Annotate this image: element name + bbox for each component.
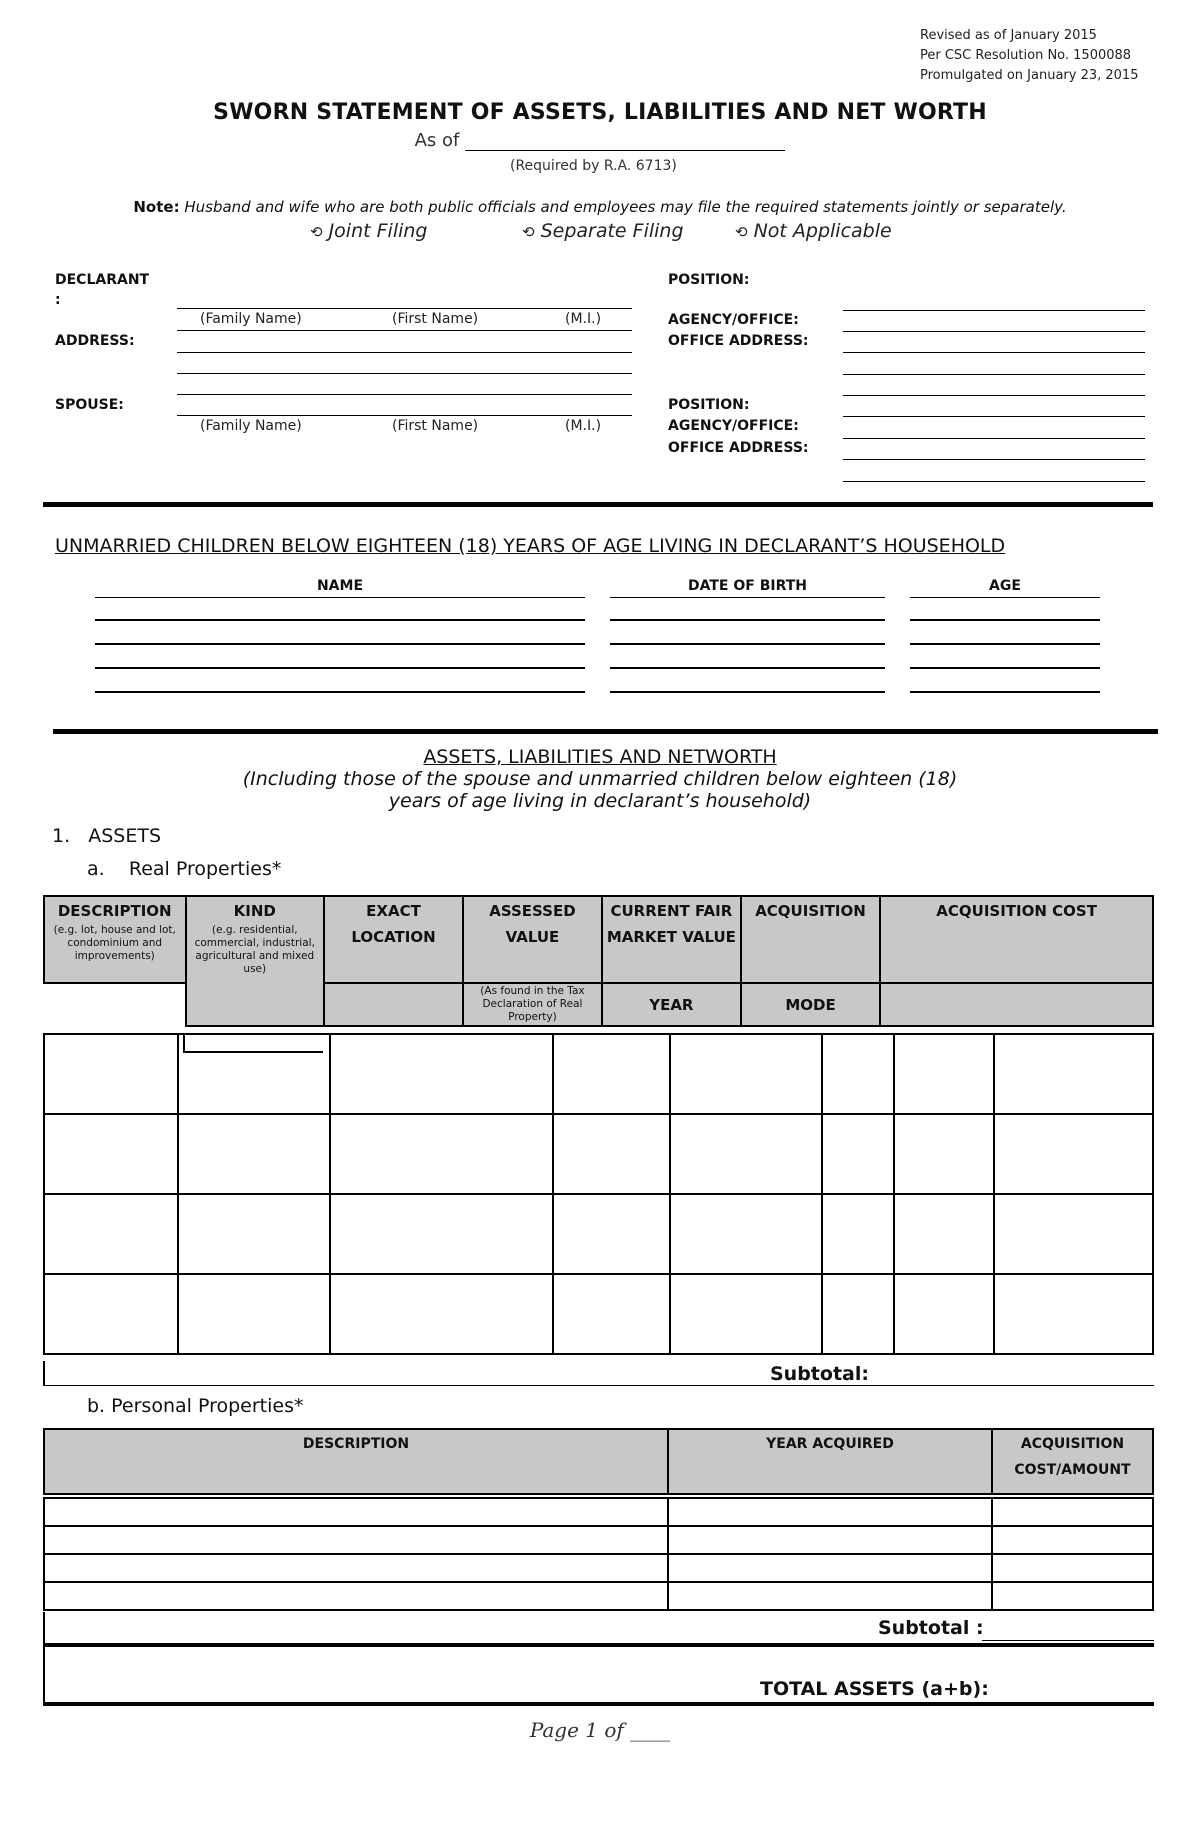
grid-cell[interactable] xyxy=(992,1554,1153,1582)
grid-cell[interactable] xyxy=(894,1114,994,1194)
grid-cell[interactable] xyxy=(668,1582,992,1610)
revised-date: Revised as of January 2015 xyxy=(920,28,1097,43)
child-name-field[interactable] xyxy=(95,643,585,645)
child-name-field[interactable] xyxy=(95,667,585,669)
col-exact-location-sub xyxy=(324,983,463,1026)
child-name-field[interactable] xyxy=(95,619,585,621)
grid-cell[interactable] xyxy=(553,1274,670,1354)
grid-cell[interactable] xyxy=(44,1582,668,1610)
grid-cell[interactable] xyxy=(670,1034,822,1114)
grid-cell[interactable] xyxy=(670,1114,822,1194)
grid-cell[interactable] xyxy=(894,1034,994,1114)
promulgated-date: Promulgated on January 23, 2015 xyxy=(920,68,1139,83)
totals-left-edge xyxy=(43,1612,45,1702)
col-current-fmv: CURRENT FAIR MARKET VALUE xyxy=(602,896,741,983)
col-mode: MODE xyxy=(741,983,880,1026)
grid-cell[interactable] xyxy=(992,1582,1153,1610)
revision-info xyxy=(920,26,1138,86)
child-age-field[interactable] xyxy=(910,643,1100,645)
kind-cell-bracket xyxy=(183,1033,323,1053)
personal-properties-heading: b. Personal Properties* xyxy=(87,1395,304,1417)
pp-col-description: DESCRIPTION xyxy=(44,1429,668,1494)
col-acquisition-cost-sub xyxy=(880,983,1153,1026)
filing-option-joint[interactable] xyxy=(310,220,427,242)
grid-cell[interactable] xyxy=(553,1114,670,1194)
pp-col-acquisition-cost xyxy=(992,1429,1153,1494)
grid-cell[interactable] xyxy=(992,1498,1153,1526)
grid-cell[interactable] xyxy=(822,1274,894,1354)
child-dob-field[interactable] xyxy=(610,667,885,669)
as-of-row xyxy=(0,130,1200,151)
col-kind-note: (e.g. residential, commercial, industrial, agricultural and mixed use) xyxy=(194,924,315,975)
grid-cell[interactable] xyxy=(178,1194,330,1274)
filing-option-separate[interactable] xyxy=(522,220,684,242)
real-properties-header xyxy=(43,895,1154,1027)
grid-cell[interactable] xyxy=(44,1034,178,1114)
address-field-2[interactable] xyxy=(177,373,632,374)
personal-properties-header xyxy=(43,1428,1154,1495)
required-by: (Required by R.A. 6713) xyxy=(510,158,677,174)
declarant-first-name-caption: (First Name) xyxy=(392,311,479,327)
col-year: YEAR xyxy=(602,983,741,1026)
as-of-date-field[interactable] xyxy=(465,130,785,151)
pp-col-year-acquired: YEAR ACQUIRED xyxy=(668,1429,992,1494)
personal-subtotal-label: Subtotal : xyxy=(878,1617,984,1639)
alnw-subtitle-1: (Including those of the spouse and unmarried children below eighteen (18) xyxy=(242,768,958,790)
header-blank xyxy=(44,983,186,1026)
children-header-underline xyxy=(910,597,1100,598)
spouse-mi-caption: (M.I.) xyxy=(565,418,602,434)
declarant-name-field[interactable] xyxy=(177,308,632,309)
declarant-agency-label: AGENCY/OFFICE: xyxy=(668,312,799,328)
child-age-field[interactable] xyxy=(910,667,1100,669)
section-divider xyxy=(43,502,1153,507)
grid-cell[interactable] xyxy=(178,1274,330,1354)
grid-cell[interactable] xyxy=(992,1526,1153,1554)
child-name-field[interactable] xyxy=(95,691,585,693)
child-age-field[interactable] xyxy=(910,691,1100,693)
col-acquisition-cost: ACQUISITION COST xyxy=(880,896,1153,983)
child-dob-field[interactable] xyxy=(610,691,885,693)
child-age-field[interactable] xyxy=(910,619,1100,621)
subtotal-underline xyxy=(43,1385,1154,1386)
grid-cell[interactable] xyxy=(44,1274,178,1354)
pp-col-acquisition-cost-line-1: ACQUISITION xyxy=(1020,1436,1125,1452)
grid-cell[interactable] xyxy=(44,1526,668,1554)
col-description-label: DESCRIPTION xyxy=(57,902,172,920)
alnw-subtitle-2: years of age living in declarant’s household) xyxy=(388,790,812,812)
grid-cell[interactable] xyxy=(994,1114,1153,1194)
assessed-note: (As found in the Tax Declaration of Real Property) xyxy=(480,985,585,1023)
csc-resolution: Per CSC Resolution No. 1500088 xyxy=(920,48,1132,63)
grid-cell[interactable] xyxy=(670,1274,822,1354)
alnw-title: ASSETS, LIABILITIES AND NETWORTH xyxy=(423,746,777,768)
grid-cell[interactable] xyxy=(668,1554,992,1582)
col-description xyxy=(44,896,186,983)
grid-cell[interactable] xyxy=(994,1274,1153,1354)
declarant-position-field[interactable] xyxy=(843,310,1145,311)
spouse-family-name-caption: (Family Name) xyxy=(200,418,302,434)
grid-cell[interactable] xyxy=(670,1194,822,1274)
child-dob-field[interactable] xyxy=(610,643,885,645)
total-assets-rule xyxy=(43,1702,1154,1706)
address-field-1[interactable] xyxy=(177,352,632,353)
grid-cell[interactable] xyxy=(553,1034,670,1114)
personal-subtotal-field[interactable] xyxy=(982,1640,1154,1641)
declarant-family-name-caption: (Family Name) xyxy=(200,311,302,327)
grid-cell[interactable] xyxy=(894,1194,994,1274)
address-field-3[interactable] xyxy=(177,394,632,395)
real-properties-heading: a. Real Properties* xyxy=(87,858,282,880)
grid-cell[interactable] xyxy=(822,1034,894,1114)
address-label: ADDRESS: xyxy=(55,333,135,349)
grid-cell[interactable] xyxy=(822,1194,894,1274)
subtotal-left-edge xyxy=(43,1361,45,1385)
grid-cell[interactable] xyxy=(668,1498,992,1526)
radio-refresh-icon: ⟲ xyxy=(735,223,748,241)
pp-col-acquisition-cost-line-2: COST/AMOUNT xyxy=(1014,1462,1131,1478)
radio-refresh-icon: ⟲ xyxy=(310,223,323,241)
spouse-label: SPOUSE: xyxy=(55,397,124,413)
grid-cell[interactable] xyxy=(894,1274,994,1354)
grid-cell[interactable] xyxy=(668,1526,992,1554)
grid-cell[interactable] xyxy=(994,1034,1153,1114)
col-description-note: (e.g. lot, house and lot, condominium and improvements) xyxy=(53,924,176,962)
children-section-title: UNMARRIED CHILDREN BELOW EIGHTEEN (18) YEARS OF AGE LIVING IN DECLARANT’S HOUSEHOLD xyxy=(55,535,1006,557)
note-label: Note: xyxy=(133,198,180,216)
col-exact-location: EXACT LOCATION xyxy=(324,896,463,983)
grid-cell[interactable] xyxy=(330,1114,553,1194)
spouse-position-label: POSITION: xyxy=(668,397,750,413)
grid-cell[interactable] xyxy=(44,1194,178,1274)
form-title: SWORN STATEMENT OF ASSETS, LIABILITIES AND NET WORTH xyxy=(213,100,987,125)
radio-refresh-icon: ⟲ xyxy=(522,223,535,241)
spouse-office-address-label: OFFICE ADDRESS: xyxy=(668,440,809,456)
col-acquisition: ACQUISITION xyxy=(741,896,880,983)
grid-cell[interactable] xyxy=(330,1274,553,1354)
page-number: Page 1 of ____ xyxy=(529,1718,671,1742)
child-dob-field[interactable] xyxy=(610,619,885,621)
declarant-agency-field[interactable] xyxy=(843,331,1145,332)
filing-option-not-applicable[interactable] xyxy=(735,220,892,242)
declarant-label: DECLARANT xyxy=(55,272,150,288)
real-subtotal-label: Subtotal: xyxy=(770,1363,869,1385)
declarant-position-label: POSITION: xyxy=(668,272,750,288)
spouse-office-address-field-2[interactable] xyxy=(843,481,1145,482)
declarant-office-address-field-1[interactable] xyxy=(843,352,1145,353)
note-text: Husband and wife who are both public officials and employees may file the required statements jointly or separately. xyxy=(184,198,1067,216)
spouse-agency-field[interactable] xyxy=(843,438,1145,439)
grid-cell[interactable] xyxy=(330,1194,553,1274)
declarant-colon: : xyxy=(55,292,61,308)
grid-cell[interactable] xyxy=(994,1194,1153,1274)
col-kind xyxy=(186,896,325,1026)
children-col-name: NAME xyxy=(316,578,364,594)
grid-cell[interactable] xyxy=(44,1498,668,1526)
children-header-underline xyxy=(610,597,885,598)
spouse-name-field[interactable] xyxy=(177,415,632,416)
spouse-office-address-field-1[interactable] xyxy=(843,459,1145,460)
filing-option-label: Not Applicable xyxy=(753,220,892,242)
personal-properties-grid xyxy=(43,1497,1154,1611)
total-assets-label: TOTAL ASSETS (a+b): xyxy=(760,1678,989,1700)
col-kind-label: KIND xyxy=(233,902,276,920)
subtotal-rule xyxy=(43,1643,1154,1647)
declarant-office-address-field-2[interactable] xyxy=(843,374,1145,375)
col-assessed-value: ASSESSED VALUE xyxy=(463,896,602,983)
col-assessed-note xyxy=(463,983,602,1026)
children-col-age: AGE xyxy=(989,578,1021,594)
declarant-mi-caption: (M.I.) xyxy=(565,311,602,327)
grid-cell[interactable] xyxy=(44,1554,668,1582)
grid-cell[interactable] xyxy=(553,1194,670,1274)
filing-option-label: Separate Filing xyxy=(540,220,684,242)
grid-cell[interactable] xyxy=(822,1114,894,1194)
grid-cell[interactable] xyxy=(178,1114,330,1194)
declarant-office-address-field-3[interactable] xyxy=(843,395,1145,396)
as-of-label: As of xyxy=(414,130,460,151)
spouse-first-name-caption: (First Name) xyxy=(392,418,479,434)
grid-cell[interactable] xyxy=(44,1114,178,1194)
section-divider xyxy=(53,729,1158,734)
filing-option-label: Joint Filing xyxy=(328,220,428,242)
declarant-office-address-label: OFFICE ADDRESS: xyxy=(668,333,809,349)
real-properties-grid xyxy=(43,1033,1154,1355)
spouse-position-field[interactable] xyxy=(843,416,1145,417)
declarant-name-underline xyxy=(177,330,632,331)
note xyxy=(0,198,1200,216)
grid-cell[interactable] xyxy=(330,1034,553,1114)
assets-heading: 1. ASSETS xyxy=(52,825,162,847)
children-header-underline xyxy=(95,597,585,598)
spouse-agency-label: AGENCY/OFFICE: xyxy=(668,418,799,434)
children-col-dob: DATE OF BIRTH xyxy=(688,578,807,594)
